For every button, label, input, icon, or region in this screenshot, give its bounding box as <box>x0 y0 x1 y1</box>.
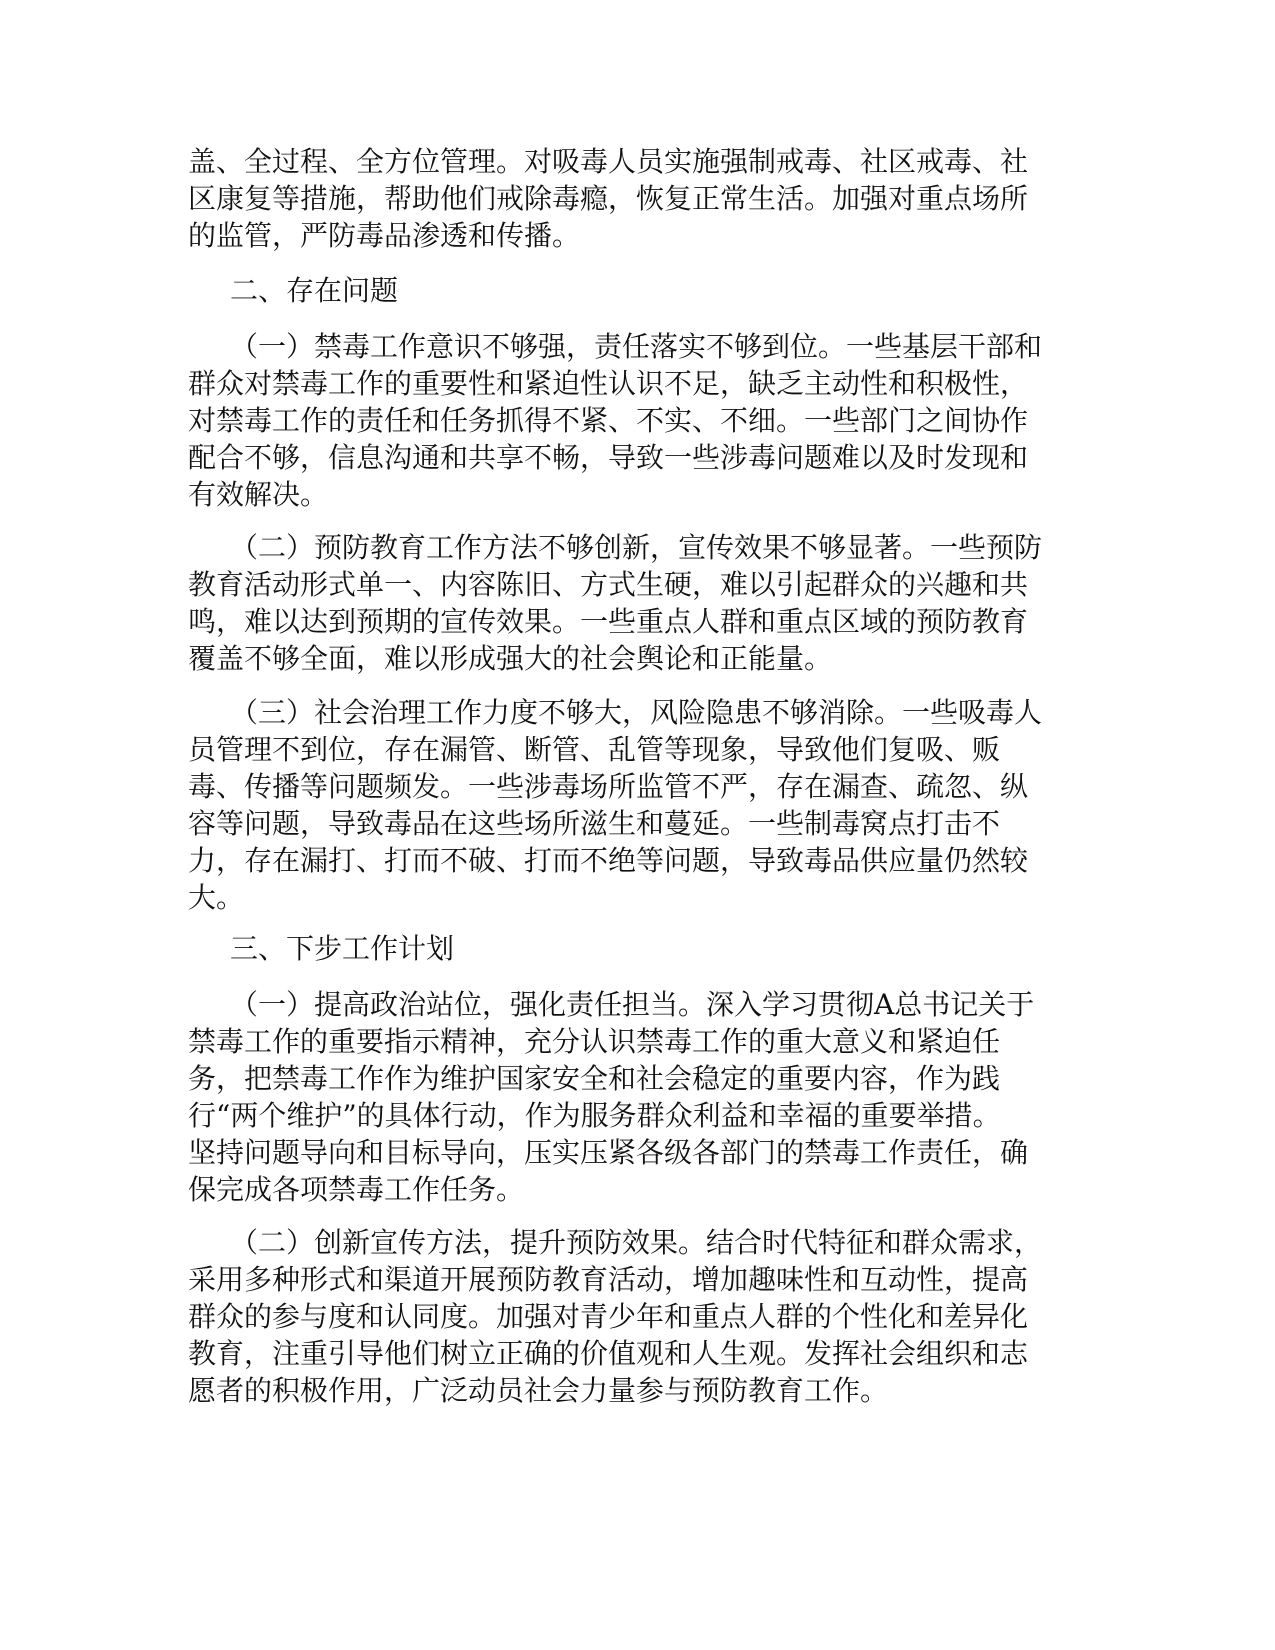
paragraph-problem-2 <box>188 529 1088 677</box>
text-line: 教育活动形式单一、内容陈旧、方式生硬，难以引起群众的兴趣和共 <box>188 568 1029 601</box>
text-line: （一）禁毒工作意识不够强，责任落实不够到位。一些基层干部和 <box>188 330 1043 363</box>
text-line: 鸣，难以达到预期的宣传效果。一些重点人群和重点区域的预防教育 <box>188 605 1029 638</box>
text-line: 禁毒工作的重要指示精神，充分认识禁毒工作的重大意义和紧迫任 <box>188 1025 1001 1058</box>
text-line: （二）预防教育工作方法不够创新，宣传效果不够显著。一些预防 <box>188 531 1043 564</box>
text-line: 教育，注重引导他们树立正确的价值观和人生观。发挥社会组织和志 <box>188 1337 1029 1370</box>
paragraph-continuation <box>188 143 1088 254</box>
text-line: 的监管，严防毒品渗透和传播。 <box>188 219 581 252</box>
text-line: 配合不够，信息沟通和共享不畅，导致一些涉毒问题难以及时发现和 <box>188 441 1029 474</box>
text-line: 员管理不到位，存在漏管、断管、乱管等现象，导致他们复吸、贩 <box>188 733 1001 766</box>
text-line: 覆盖不够全面，难以形成强大的社会舆论和正能量。 <box>188 642 833 675</box>
text-line: 坚持问题导向和目标导向，压实压紧各级各部门的禁毒工作责任，确 <box>188 1136 1029 1169</box>
text-line: 群众的参与度和认同度。加强对青少年和重点人群的个性化和差异化 <box>188 1300 1029 1333</box>
text-line: 愿者的积极作用，广泛动员社会力量参与预防教育工作。 <box>188 1374 889 1407</box>
text-line: 容等问题，导致毒品在这些场所滋生和蔓延。一些制毒窝点打击不 <box>188 807 1001 840</box>
text-line: 对禁毒工作的责任和任务抓得不紧、不实、不细。一些部门之间协作 <box>188 404 1029 437</box>
text-line: 行“两个维护”的具体行动，作为服务群众利益和幸福的重要举措。 <box>188 1099 1001 1132</box>
text-line: 毒、传播等问题频发。一些涉毒场所监管不严，存在漏查、疏忽、纵 <box>188 770 1029 803</box>
text-line: （一）提高政治站位，强化责任担当。深入学习贯彻A总书记关于 <box>188 988 1035 1021</box>
text-line: 大。 <box>188 881 245 914</box>
paragraph-plan-1 <box>188 986 1088 1208</box>
text-line: 力，存在漏打、打而不破、打而不绝等问题，导致毒品供应量仍然较 <box>188 844 1029 877</box>
text-line: 群众对禁毒工作的重要性和紧迫性认识不足，缺乏主动性和积极性， <box>188 367 1029 400</box>
section-heading-next-steps: 三、下步工作计划 <box>230 932 455 965</box>
paragraph-problem-1 <box>188 328 1088 513</box>
paragraph-problem-3 <box>188 694 1088 916</box>
text-line: （二）创新宣传方法，提升预防效果。结合时代特征和群众需求， <box>188 1226 1043 1259</box>
section-heading-problems: 二、存在问题 <box>230 274 399 307</box>
text-line: （三）社会治理工作力度不够大，风险隐患不够消除。一些吸毒人 <box>188 696 1043 729</box>
text-line: 区康复等措施，帮助他们戒除毒瘾，恢复正常生活。加强对重点场所 <box>188 182 1029 215</box>
text-line: 务，把禁毒工作作为维护国家安全和社会稳定的重要内容，作为践 <box>188 1062 1001 1095</box>
paragraph-plan-2 <box>188 1224 1088 1409</box>
text-line: 保完成各项禁毒工作任务。 <box>188 1173 525 1206</box>
text-line: 有效解决。 <box>188 478 329 511</box>
text-line: 盖、全过程、全方位管理。对吸毒人员实施强制戒毒、社区戒毒、社 <box>188 145 1029 178</box>
text-line: 采用多种形式和渠道开展预防教育活动，增加趣味性和互动性，提高 <box>188 1263 1029 1296</box>
